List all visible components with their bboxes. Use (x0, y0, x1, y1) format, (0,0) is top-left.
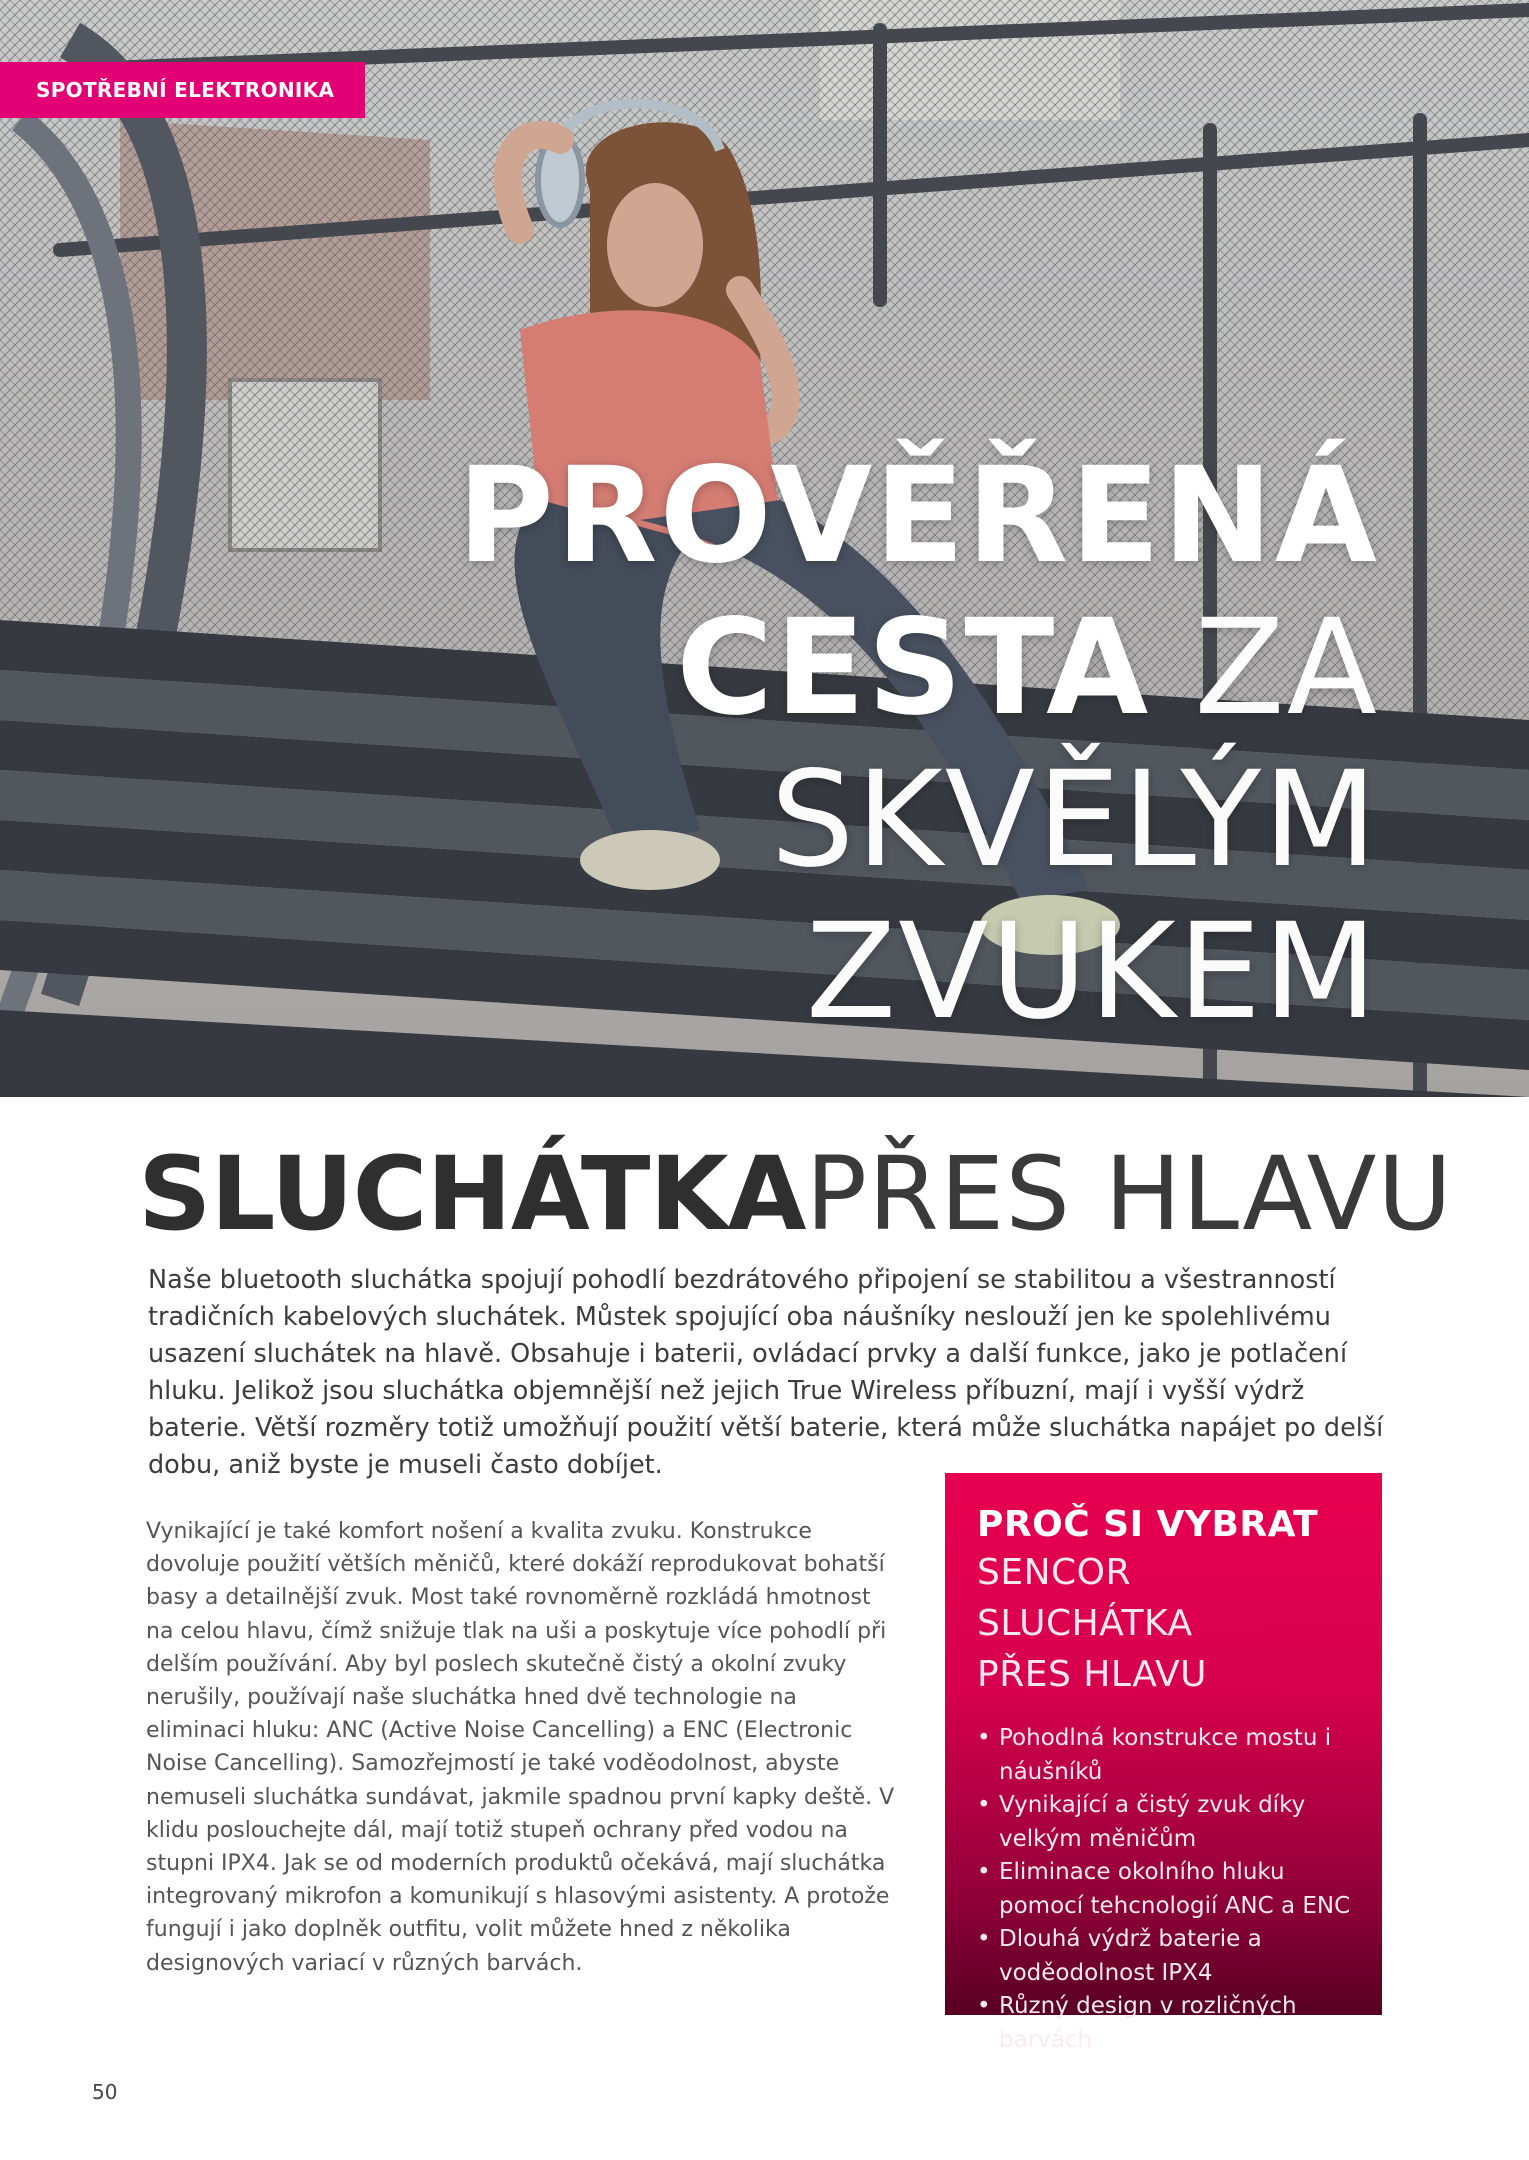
hero-title-line-3: SKVĚLÝM (770, 743, 1379, 897)
category-tag: SPOTŘEBNÍ ELEKTRONIKA (0, 62, 365, 118)
why-box-item: • Eliminace okolního hluku pomocí tehcnologií ANC a ENC (977, 1856, 1354, 1923)
why-box-item: • Vynikající a čistý zvuk díky velkým měničům (977, 1789, 1354, 1856)
why-box-subtitle-line-1: SENCOR SLUCHÁTKA (977, 1552, 1193, 1644)
why-box-item: • Dlouhá výdrž baterie a voděodolnost IPX4 (977, 1923, 1354, 1990)
why-box-title: PROČ SI VYBRAT (977, 1504, 1319, 1545)
hero-title (457, 440, 1379, 1048)
section-headline (138, 1135, 1454, 1255)
hero-title-line-2-bold: CESTA (676, 591, 1151, 745)
headline-light: PŘES HLAVU (805, 1135, 1454, 1254)
hero-title-line-1: PROVĚŘENÁ (457, 439, 1379, 593)
hero-title-line-2-light: ZA (1194, 591, 1379, 745)
headline-bold: SLUCHÁTKA (138, 1135, 806, 1254)
why-box-subtitle-line-2: PŘES HLAVU (977, 1654, 1208, 1695)
hero-title-line-4: ZVUKEM (805, 895, 1379, 1049)
why-box-list (977, 1722, 1354, 2057)
why-box-item: • Pohodlná konstrukce mostu i náušníků (977, 1722, 1354, 1789)
body-paragraph: Vynikající je také komfort nošení a kvalita zvuku. Konstrukce dovoluje použití větších měničů, které dokáží reprodukovat bohatší basy a detailnější zvuk. Most také rovnoměrně rozkládá hmotnost na celou hlavu, čímž snižuje tlak na uši a poskytuje více pohodlí při delším používání. Aby byl poslech skutečně čistý a okolní zvuky nerušily, používají naše sluchátka hned dvě technologie na eliminaci hluku: ANC (Active Noise Cancelling) a ENC (Electronic Noise Cancelling). Samozřejmostí je také voděodolnost, abyste nemuseli sluchátka sundávat, jakmile spadnou první kapky deště. V klidu poslouchejte dál, mají totiž stupeň ochrany před vodou na stupni IPX4. Jak se od moderních produktů očekává, mají sluchátka integrovaný mikrofon a komunikují s hlasovými asistenty. A protože fungují i jako doplněk outfitu, volit můžete hned z několika designových variací v různých barvách. (146, 1519, 895, 1976)
why-choose-box (945, 1473, 1382, 2053)
intro-paragraph: Naše bluetooth sluchátka spojují pohodlí bezdrátového připojení se stabilitou a všestranností tradičních kabelových sluchátek. Můstek spojující oba náušníky neslouží jen ke spolehlivému usazení sluchátek na hlavě. Obsahuje i baterii, ovládací prvky a další funkce, jako je potlačení hluku. Jelikož jsou sluchátka objemnější než jejich True Wireless příbuzní, mají i vyšší výdrž baterie. Větší rozměry totiž umožňují použití větší baterie, která může sluchátka napájet po delší dobu, aniž byste je museli často dobíjet. (148, 1265, 1384, 1480)
why-box-item: • Různý design v rozličných barvách (977, 1990, 1354, 2057)
page-number: 50 (92, 2080, 118, 2104)
